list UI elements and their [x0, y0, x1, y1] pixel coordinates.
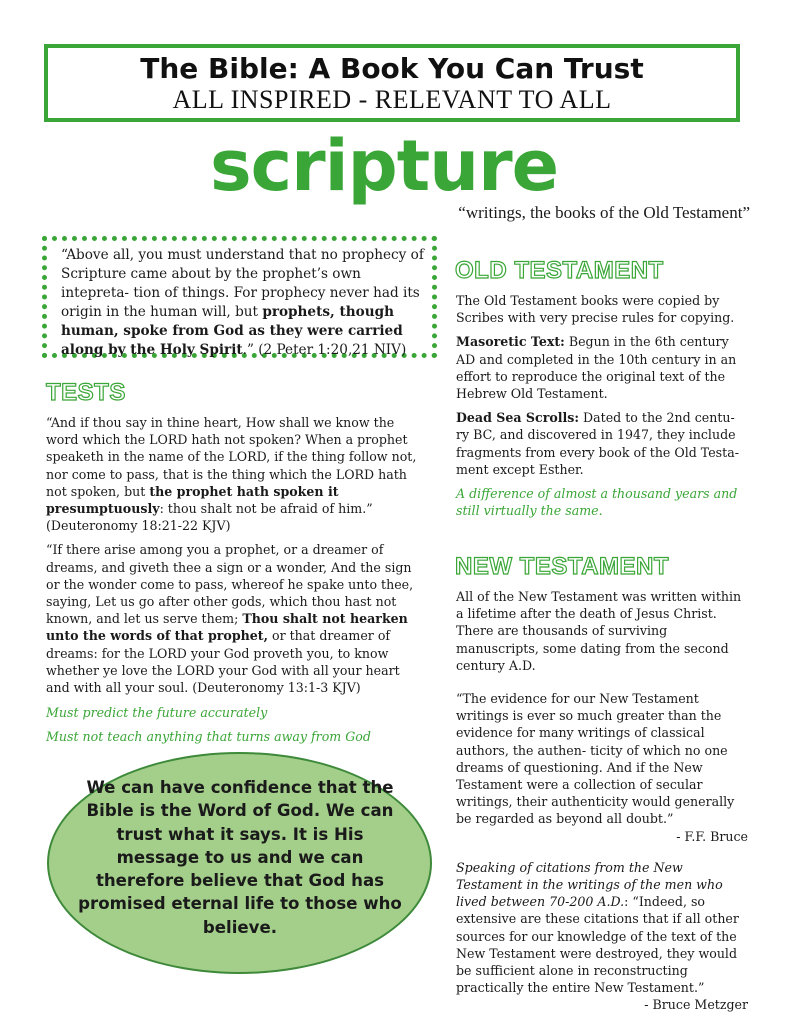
new-testament-heading: NEW TESTAMENT [455, 553, 670, 580]
tests-paragraph-2: “If there arise among you a prophet, or a dreamer of dreams, and giveth thee a sign or a wonder, And the sign or the wonder come to pass, whereof he spake unto thee, saying, Let us go after other gods, which thou hast not known, and let us serve them; Thou shalt not hearken unto the words of that prophet, or that dreamer of dreams: for the LORD your God proveth you, to know whether ye love the LORD your God with all your heart and with all your soul. (Deuteronomy 13:1-3 KJV) [46, 542, 414, 696]
old-testament-column [456, 292, 748, 519]
metzger-attribution: - Bruce Metzger [644, 997, 748, 1013]
old-testament-heading: OLD TESTAMENT [455, 257, 664, 284]
feature-word: scripture [210, 125, 559, 207]
intro-quote-box [42, 236, 437, 358]
old-testament-note: A difference of almost a thousand years and still virtually the same. [456, 486, 738, 519]
dead-sea-scrolls-paragraph: Dead Sea Scrolls: Dated to the 2nd centu- ry BC, and discovered in 1947, they include fragments from every book of the Old Testa- ment except Esther. [456, 410, 739, 477]
new-testament-intro: All of the New Testament was written within a lifetime after the death of Jesus Christ. There are thousands of surviving manuscripts, some dating from the second century A.D. [456, 589, 742, 673]
page-title: The Bible: A Book You Can Trust [140, 52, 644, 85]
tests-note-1: Must predict the future accurately [46, 705, 268, 721]
new-testament-column [456, 588, 748, 1014]
confidence-text: We can have confidence that the Bible is the Word of God. We can trust what it says. It is His message to us and we can therefore believe that God has promised eternal life to those who believe. [78, 778, 402, 937]
old-testament-intro: The Old Testament books were copied by Scribes with very precise rules for copying. [456, 293, 735, 326]
metzger-quote: Speaking of citations from the New Testament in the writings of the men who lived between 70-200 A.D.: “Indeed, so extensive are these citations that if all other sources for our knowledge of the text of the New Testament were destroyed, they would be sufficient alone in reconstructing practically the entire New Testament.” [456, 859, 739, 996]
bruce-attribution: - F.F. Bruce [676, 828, 748, 844]
masoretic-paragraph: Masoretic Text: Begun in the 6th century AD and completed in the 10th century in an effort to reproduce the original text of the Hebrew Old Testament. [456, 334, 737, 402]
title-box [44, 44, 740, 122]
bruce-quote: “The evidence for our New Testament writings is ever so much greater than the evidence for many writings of classical authors, the authen- ticity of which no one dreams of questioning. And if the New Testament were a collection of secular writings, their authenticity would generally be regarded as beyond all doubt.” [456, 691, 735, 827]
word-definition: “writings, the books of the Old Testament” [458, 203, 750, 222]
tests-note-2: Must not teach anything that turns away from God [46, 729, 371, 745]
tests-heading: TESTS [46, 379, 126, 406]
tests-column [46, 414, 426, 746]
intro-quote: “Above all, you must understand that no prophecy of Scripture came about by the prophet’s own intepreta- tion of things. For prophecy never had its origin in the human will, but prophets, though human, spoke from God as they were carried along by the Holy Spirit.” (2 Peter 1:20,21 NIV) [61, 247, 424, 358]
page-subtitle: ALL INSPIRED - RELEVANT TO ALL [172, 85, 612, 114]
tests-paragraph-1: “And if thou say in thine heart, How shall we know the word which the LORD hath not spoken? When a prophet speaketh in the name of the LORD, if the thing follow not, nor come to pass, that is the thing which the LORD hath not spoken, but the prophet hath spoken it presumptuously: thou shalt not be afraid of him.” (Deuteronomy 18:21-22 KJV) [46, 415, 417, 534]
